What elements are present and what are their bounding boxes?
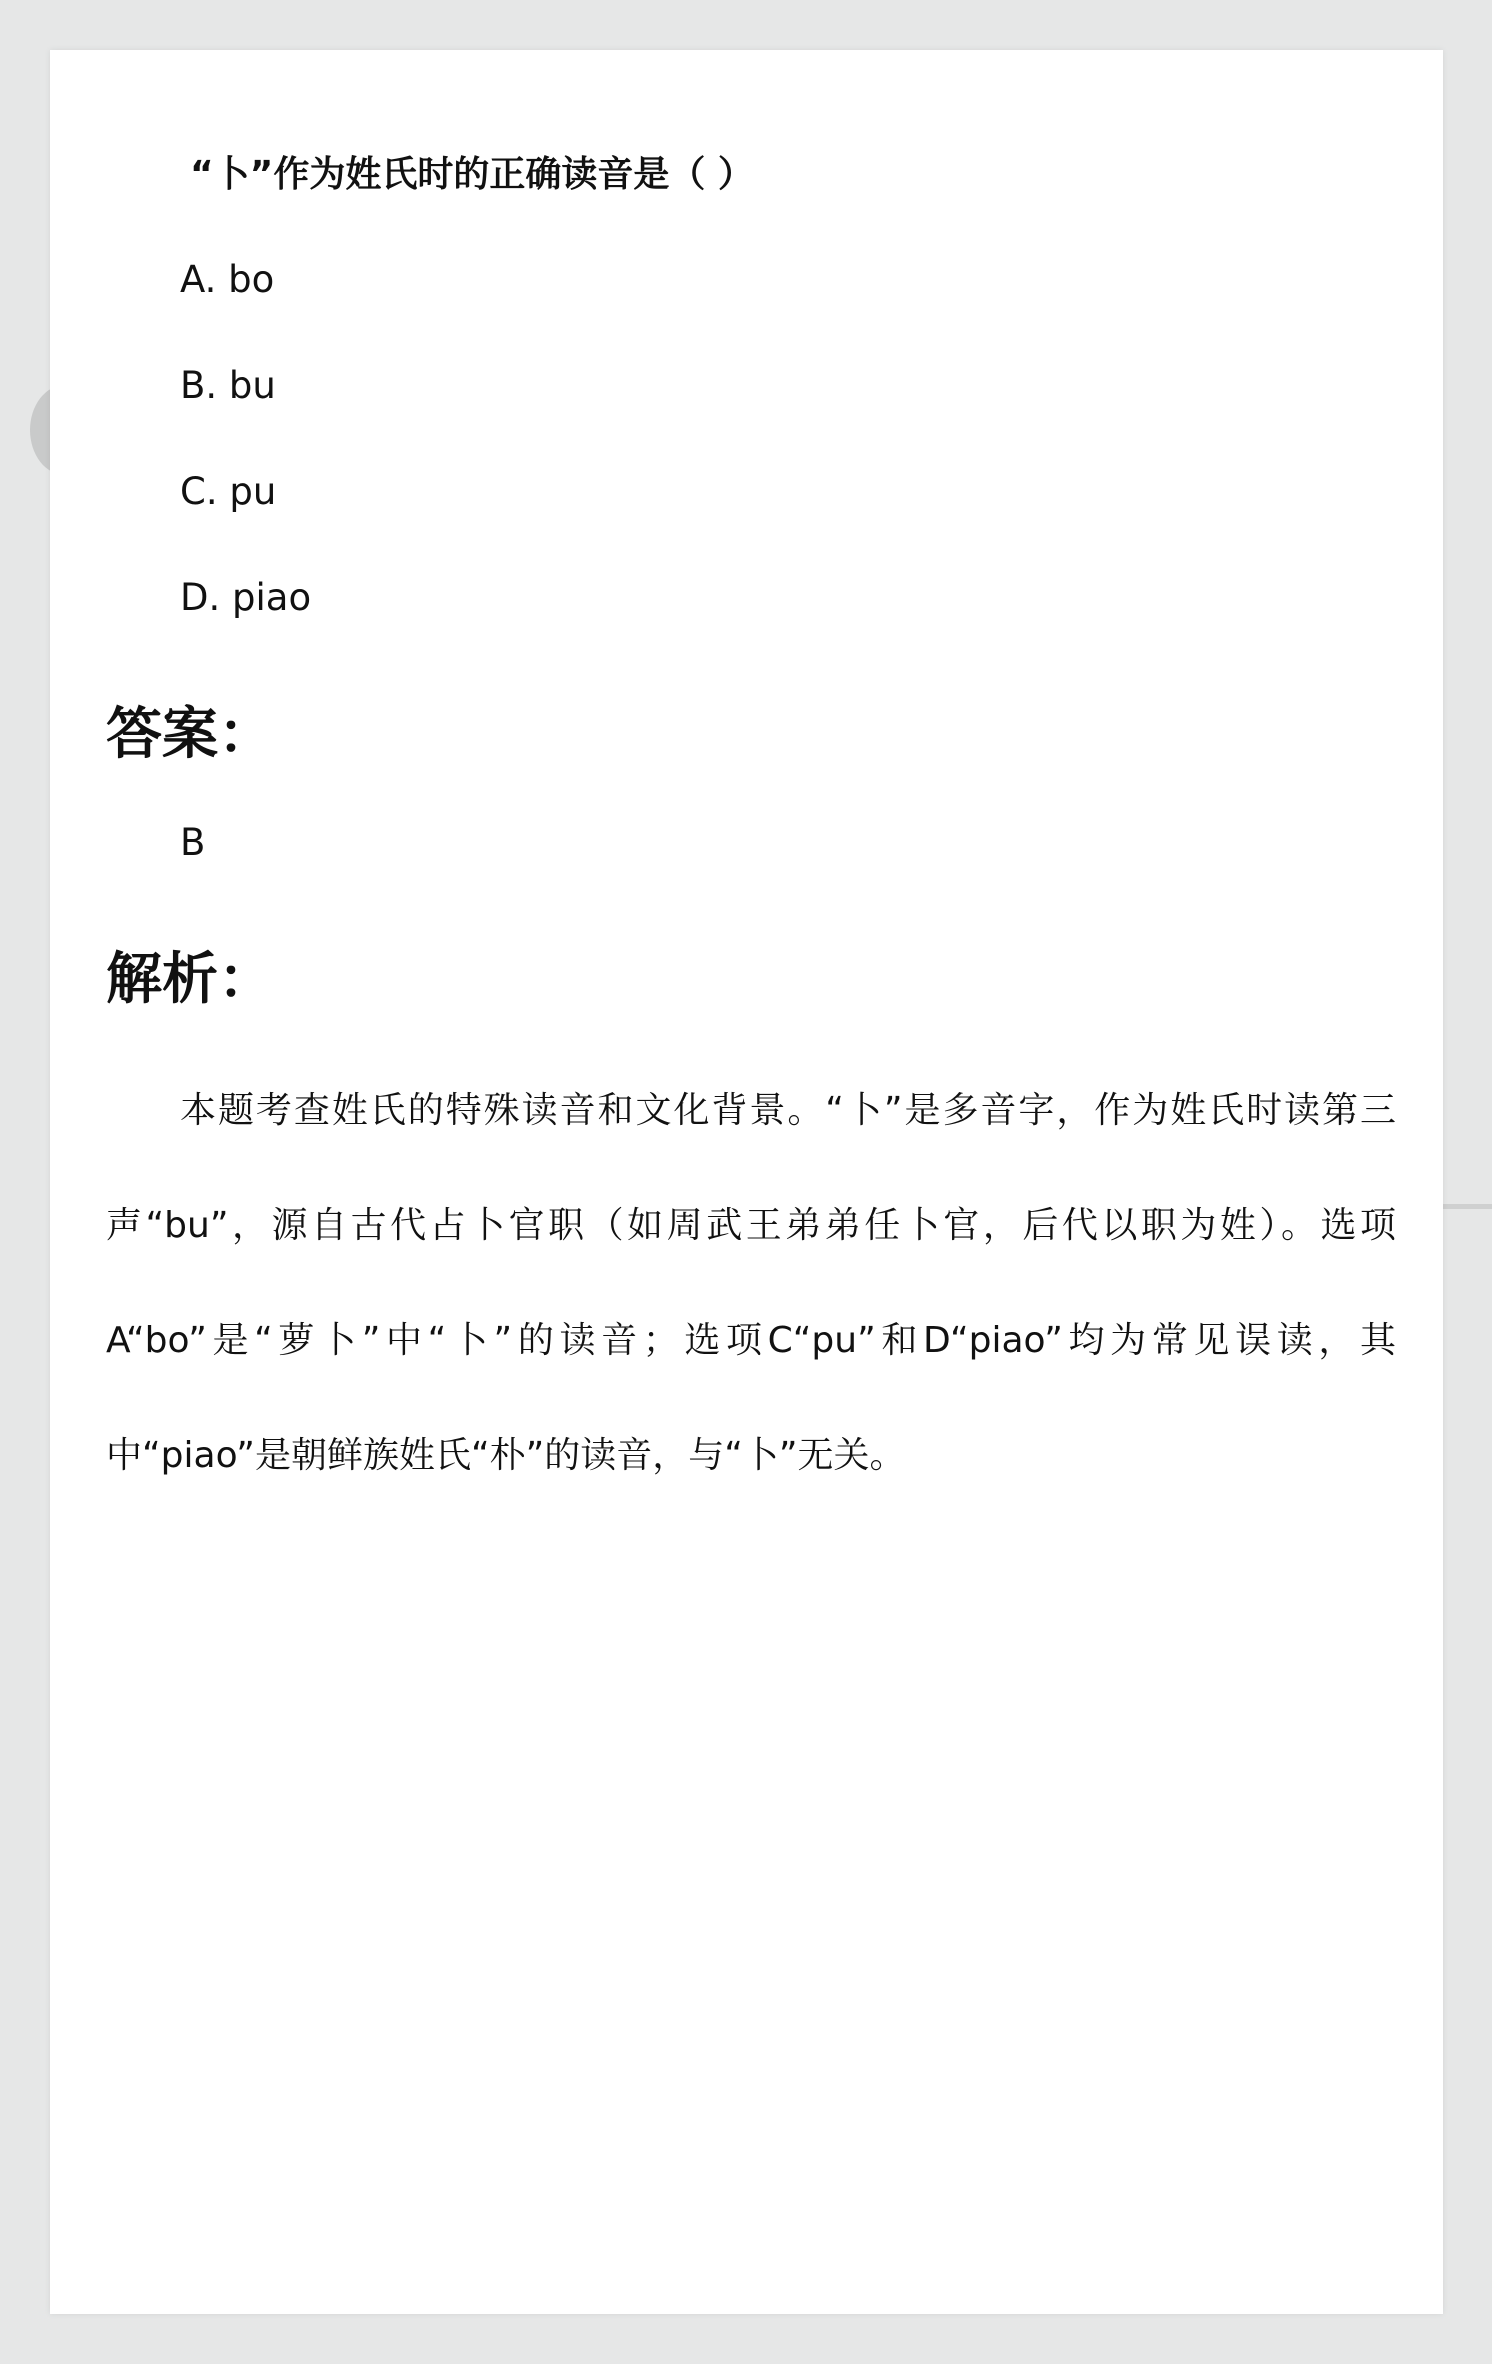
analysis-text: 本题考查姓氏的特殊读音和文化背景。“卜”是多音字，作为姓氏时读第三声“bu”，源自古代占卜官职（如周武王弟弟任卜官，后代以职为姓）。选项A“bo”是“萝卜”中“卜”的读音；选项C“pu”和D“piao”均为常见误读，其中“piao”是朝鲜族姓氏“朴”的读音，与“卜”无关。 <box>106 1090 1396 1476</box>
option-d: D. piao <box>180 576 312 619</box>
answer-heading: 答案： <box>106 702 274 767</box>
option-a: A. bo <box>180 258 275 301</box>
document-page <box>50 50 1443 2314</box>
option-c: C. pu <box>180 470 277 513</box>
analysis-heading: 解析： <box>106 947 274 1012</box>
answer-value: B <box>180 821 206 864</box>
option-b: B. bu <box>180 364 276 407</box>
question-text: “卜”作为姓氏时的正确读音是（ ） <box>190 154 754 195</box>
option-list <box>180 250 311 674</box>
